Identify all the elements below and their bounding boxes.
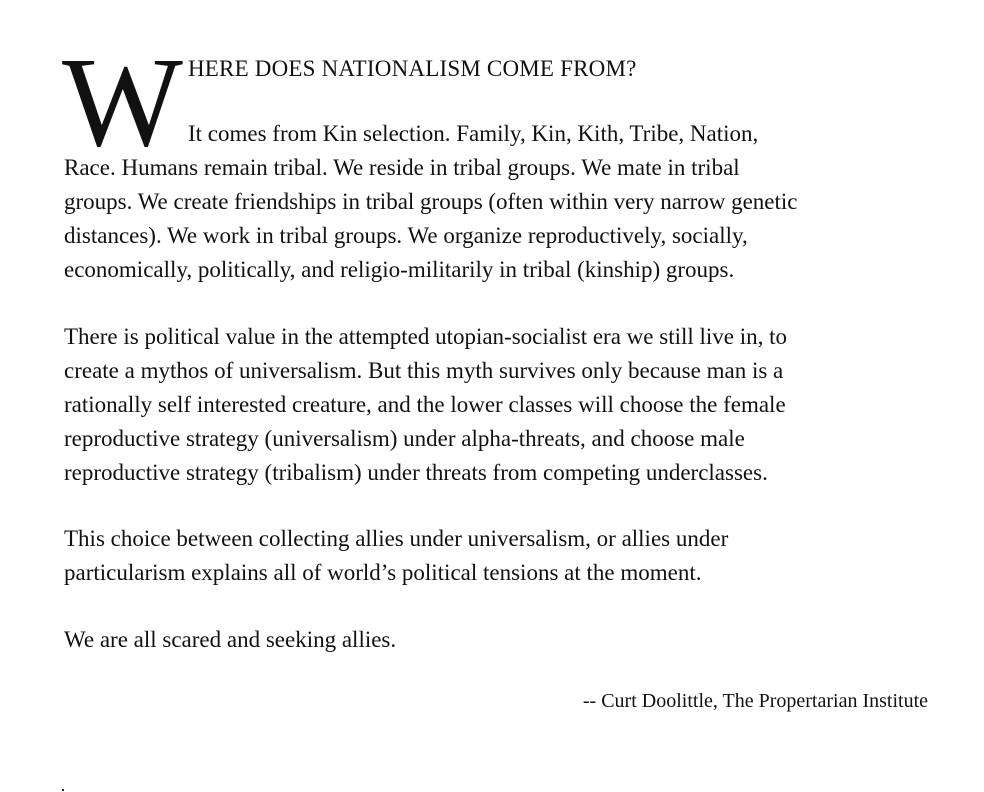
- paragraph-line: particularism explains all of world’s political tensions at the moment.: [64, 560, 702, 585]
- paragraph-line: reproductive strategy (universalism) under alpha-threats, and choose male: [64, 426, 745, 451]
- heading-question: HERE DOES NATIONALISM COME FROM?: [188, 56, 637, 81]
- paragraph-line: It comes from Kin selection. Family, Kin, Kith, Tribe, Nation,: [188, 121, 759, 146]
- paragraph-line: There is political value in the attempted utopian-socialist era we still live in, to: [64, 324, 788, 349]
- paragraph-universalism-myth: [64, 320, 944, 490]
- paragraph-line: rationally self interested creature, and the lower classes will choose the female: [64, 392, 786, 417]
- paragraph-line: distances). We work in tribal groups. We organize reproductively, socially,: [64, 223, 748, 248]
- drop-cap-letter: W: [62, 31, 183, 173]
- paragraph-line: economically, politically, and religio-militarily in tribal (kinship) groups.: [64, 257, 735, 282]
- paragraph-line: groups. We create friendships in tribal groups (often within very narrow genetic: [64, 189, 798, 214]
- paragraph-political-tensions: [64, 522, 944, 590]
- paragraph-kin-selection: [64, 117, 944, 287]
- attribution-line: -- Curt Doolittle, The Propertarian Institute: [582, 690, 928, 712]
- paragraph-seeking-allies: [64, 623, 944, 657]
- stray-dot-mark: [62, 789, 64, 791]
- paragraph-line: This choice between collecting allies under universalism, or allies under: [64, 526, 729, 551]
- paragraph-line: reproductive strategy (tribalism) under threats from competing underclasses.: [64, 460, 768, 485]
- paragraph-line: Race. Humans remain tribal. We reside in tribal groups. We mate in tribal: [64, 155, 740, 180]
- paragraph-line: create a mythos of universalism. But this myth survives only because man is a: [64, 358, 784, 383]
- paragraph-line: We are all scared and seeking allies.: [64, 627, 397, 652]
